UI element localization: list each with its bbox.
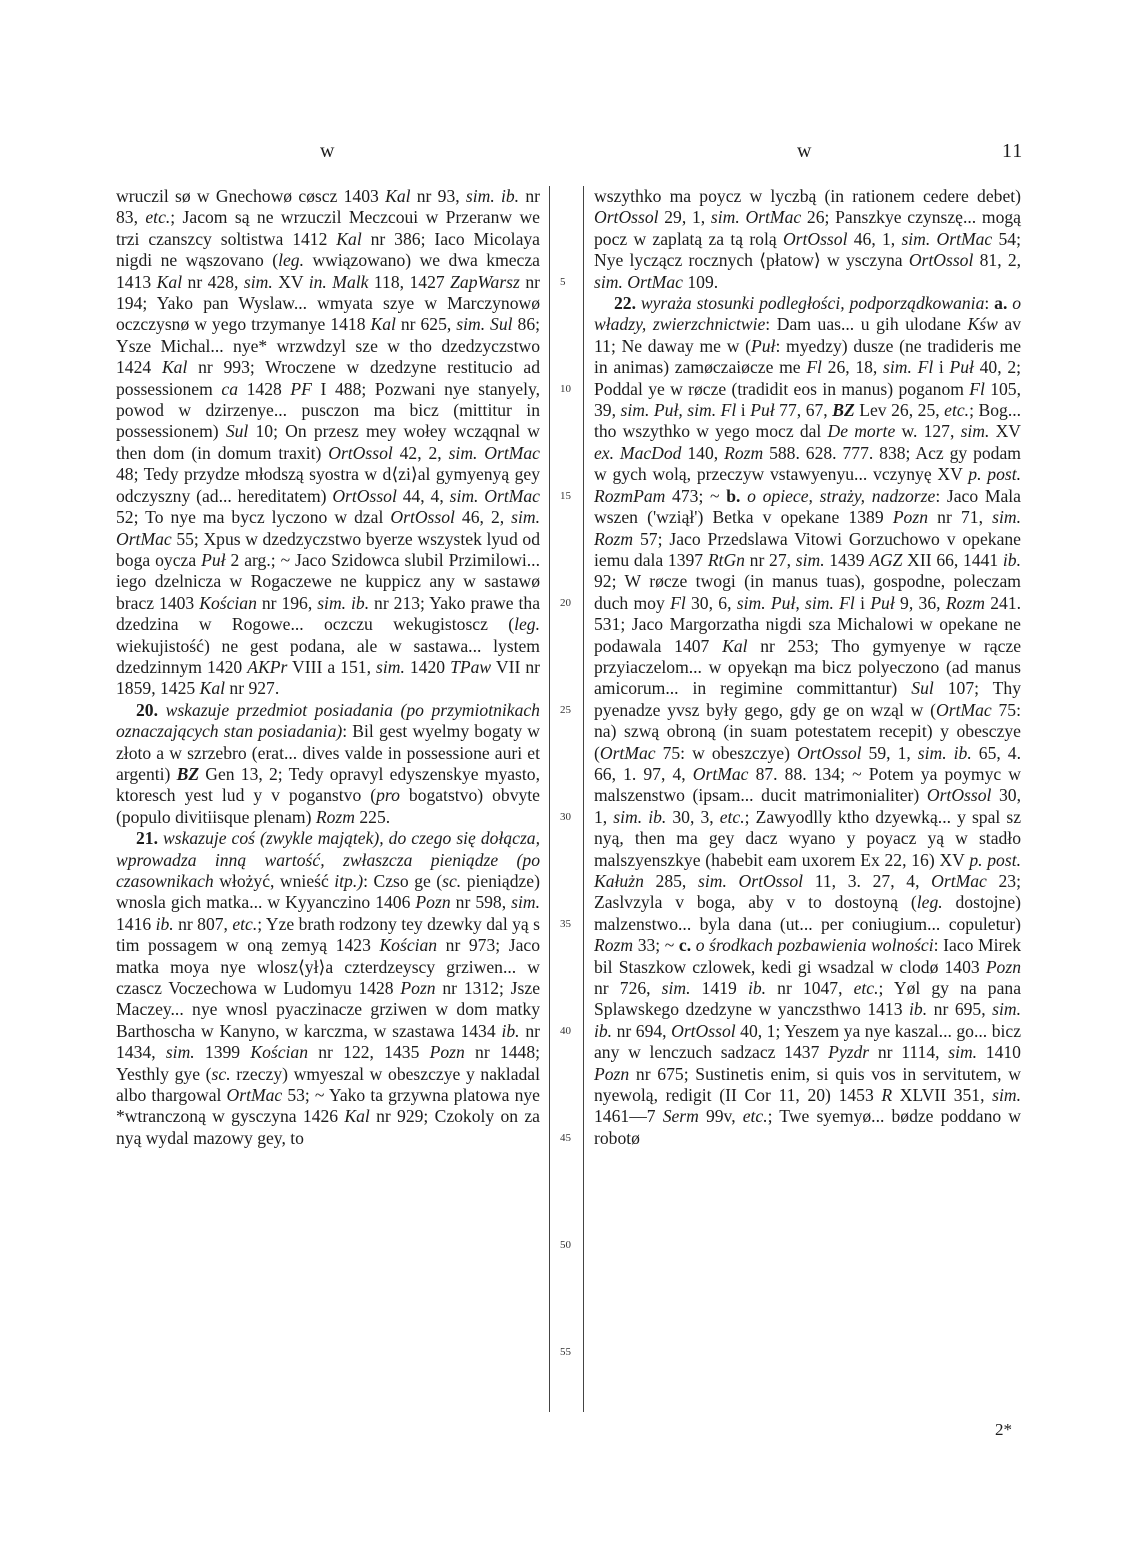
text-run: ib. <box>1002 549 1022 570</box>
text-run: 21. <box>136 828 158 849</box>
text-run: wskazuje przedmiot posiadania (po przymiotnikach oznaczających stan posiadania) <box>116 699 540 742</box>
text-run: sim. OrtMac <box>116 507 540 549</box>
text-run: 22. <box>614 293 636 314</box>
text-run: leg. <box>278 250 305 271</box>
text-run: OrtMac <box>692 763 749 784</box>
text-run: b. <box>726 485 741 506</box>
line-number: 40 <box>560 1024 571 1037</box>
text-run: ca <box>221 378 238 399</box>
text-run: ib. <box>909 999 928 1020</box>
text-run: itp.) <box>334 871 364 891</box>
text-run: sim. ib. <box>917 742 972 763</box>
text-run: OrtMac <box>599 742 656 763</box>
text-run: Pozn <box>400 978 436 999</box>
text-run: ib. <box>155 913 174 934</box>
column-rule <box>549 186 550 1412</box>
text-run: Kal <box>161 357 188 378</box>
text-run: Sul <box>911 678 934 699</box>
text-run: sim. ib. <box>465 186 520 206</box>
text-run: OrtMac <box>226 1085 283 1106</box>
text-run: Puł <box>201 549 226 570</box>
text-run: sc. <box>211 1063 231 1084</box>
text-run: sim. ib. <box>594 999 1021 1041</box>
line-number: 45 <box>560 1131 571 1144</box>
text-run: etc. <box>944 400 970 421</box>
text-run: De morte <box>827 421 896 442</box>
text-run: 20. <box>136 699 158 720</box>
signature-mark: 2* <box>995 1420 1012 1439</box>
text-run: ex. MacDod <box>594 442 682 463</box>
text-run: Kościan <box>250 1042 309 1063</box>
text-run: Pozn <box>594 1063 630 1084</box>
running-head-left: w <box>320 140 336 162</box>
text-run: BZ <box>176 763 200 784</box>
text-run: Pozn <box>415 892 451 913</box>
text-run: sim. OrtMac <box>448 442 540 463</box>
text-run: etc. <box>719 806 745 827</box>
text-run: sim. <box>243 271 273 292</box>
text-run: OrtMac <box>936 699 992 720</box>
line-number: 55 <box>560 1345 571 1358</box>
text-run: Puł <box>870 592 895 613</box>
line-number: 50 <box>560 1238 571 1251</box>
text-run: Rozm <box>594 935 634 956</box>
entry-paragraph-20: 20. wskazuje przedmiot posiadania (po przymiotnikach oznaczających stan posiadania): Bil gest wyelmy bogaty w złoto a w szrzebro (erat... dives valde in possessione auri et argenti) BZ Gen 13, 2; Tedy opravyl edyszenskye myasto, ktoresch yest lud y v poganstvo (pro bogatstvo) obvyte (populo divitiisque plenam) Rozm 225. <box>116 699 540 827</box>
text-run: in. Malk <box>308 271 369 292</box>
left-column <box>116 186 540 1149</box>
text-run: RtGn <box>707 549 745 570</box>
text-run: Kal <box>370 314 396 335</box>
text-run: R <box>881 1085 893 1106</box>
text-run: sim. <box>511 892 540 913</box>
text-run: sim. Puł, sim. Fl <box>620 400 737 421</box>
text-run: wyraża stosunki podległości, podporządkowania <box>640 293 985 314</box>
text-run: sim. OrtMac <box>901 228 993 249</box>
text-run: sim. <box>661 978 691 999</box>
text-run: TPaw <box>450 656 492 677</box>
text-run: leg. <box>514 614 540 635</box>
text-run: Rozm <box>945 592 985 613</box>
line-number: 35 <box>560 917 571 930</box>
text-run: etc. <box>853 978 879 999</box>
text-run: PF <box>290 378 312 399</box>
text-run: sim. OrtOssol <box>698 871 804 891</box>
text-run: OrtOssol <box>328 442 393 463</box>
text-run: Pozn <box>985 956 1021 977</box>
text-run: a. <box>994 293 1008 314</box>
text-run: o władzy, zwierzchnictwie <box>594 293 1022 335</box>
text-run: sim. <box>948 1042 978 1063</box>
text-run: OrtMac <box>931 871 987 891</box>
text-run: Kal <box>336 228 362 249</box>
text-run: Puł <box>949 357 974 378</box>
entry-paragraph: wruczil sø w Gnechowø cøscz 1403 Kal nr 93, sim. ib. nr 83, etc.; Jacom są ne wrzuczil Meczcoui w Przeranw we trzi czanszcy soltistwa 1412 Kal nr 386; Iaco Micolaya nigdi ne wąszovano (leg. wwiązowano) we dwa kmecza 1413 Kal nr 428, sim. XV in. Malk 118, 1427 ZapWarsz nr 194; Yako pan Wyslaw... wmyata szye w Marczynowø oczczysnø w yego trzymanye 1418 Kal nr 625, sim. Sul 86; Ysze Michal... nye* wrzwdzyl sze w tho dzedzyczstwo 1424 Kal nr 993; Wroczene w dzedzyne restitucio ad possessionem ca 1428 PF I 488; Pozwani nye stanyely, powod w dzirzenye... pusczon ma bicz (mittitur in possessionem) Sul 10; On przesz mey wołey wcząqnal w then dom (in domum traxit) OrtOssol 42, 2, sim. OrtMac 48; Tedy przydze młodszą syostra w d⟨zi⟩al gymyenyą gey odczyszny (ad... hereditatem) OrtOssol 44, 4, sim. OrtMac 52; To nye ma bycz lyczono w dzal OrtOssol 46, 2, sim. OrtMac 55; Xpus w dzedzyczstwo byerze wszystek lyud od boga oycza Puł 2 arg.; ~ Jaco Szidowca slubil Przimilowi... iego dzelnicza w Rogaczewe ne kuppicz any w sastawø bracz 1403 Kościan nr 196, sim. ib. nr 213; Yako prawe tha dzedzina w Rogowe... oczczu wekugistoscz (leg. wiekujistość) ne gest podana, ale w sastawa... lystem dzedzinnym 1420 AKPr VIII a 151, sim. 1420 TPaw VII nr 1859, 1425 Kal nr 927. <box>116 186 541 699</box>
text-run: OrtOssol <box>332 485 397 506</box>
text-run: leg. <box>916 892 943 913</box>
page-number: 11 <box>1002 140 1024 162</box>
line-number: 15 <box>560 489 571 502</box>
text-run: p. post. RozmPam <box>594 464 1021 506</box>
text-run: OrtOssol <box>594 207 659 228</box>
text-run: Fl <box>969 378 985 399</box>
text-run: OrtOssol <box>908 250 974 271</box>
text-run: sim. <box>376 656 405 677</box>
line-number: 20 <box>560 596 571 609</box>
text-run: sim. Rozm <box>594 507 1022 549</box>
text-run: ib. <box>501 1020 520 1041</box>
text-run: sim. ib. <box>317 592 370 613</box>
text-run: AKPr <box>247 656 288 677</box>
text-run: ZapWarsz <box>450 271 520 292</box>
column-rule <box>583 186 584 1412</box>
text-run: Sul <box>225 421 249 442</box>
line-number: 5 <box>560 275 566 288</box>
text-run: sc. <box>442 871 462 891</box>
text-run: Rozm <box>315 806 355 827</box>
text-run: Kal <box>156 271 183 292</box>
text-run: sim. <box>165 1042 195 1063</box>
text-run: Kśw <box>967 314 998 335</box>
text-run: BZ <box>832 400 855 421</box>
entry-paragraph: wszythko ma poycz w lyczbą (in rationem cedere debet) OrtOssol 29, 1, sim. OrtMac 26; Panszkye czynszę... mogą pocz w zaplatą za tą rolą OrtOssol 46, 1, sim. OrtMac 54; Nye lyczącz rocznych ⟨płatow⟩ w ysczyna OrtOssol 81, 2, sim. OrtMac 109. <box>594 186 1022 292</box>
text-run: sim. OrtMac <box>594 271 683 292</box>
text-run: OrtOssol <box>797 742 862 763</box>
text-run: OrtOssol <box>671 1020 736 1041</box>
right-column <box>594 186 1021 1149</box>
text-run: sim. <box>960 421 990 442</box>
text-run: sim. <box>795 549 825 570</box>
text-run: o środkach pozbawienia wolności <box>695 935 934 956</box>
text-run: etc. <box>232 913 258 934</box>
text-run: Rozm <box>724 442 764 463</box>
line-number: 30 <box>560 810 571 823</box>
text-run: sim. Fl <box>883 357 934 378</box>
text-run: Kal <box>199 678 225 699</box>
text-run: OrtOssol <box>782 228 848 249</box>
text-run: Puł <box>751 335 776 356</box>
line-number: 10 <box>560 382 571 395</box>
text-run: Kościan <box>379 935 438 956</box>
text-run: Pyzdr <box>828 1042 870 1063</box>
text-run: wskazuje coś (zwykle majątek), do czego się dołącza, wprowadza inną wartość, zwłaszcza pieniądze (po czasownikach <box>116 828 540 891</box>
text-run: sim. OrtMac <box>449 485 540 506</box>
text-run: Serm <box>662 1106 699 1127</box>
entry-paragraph-22: 22. wyraża stosunki podległości, podporządkowania: a. o władzy, zwierzchnictwie: Dam uas... u gih ulodane Kśw av 11; Ne daway me w (Puł: myedzy) dusze (ne tradideris me in animas) zamøczaiøcze me Fl 26, 18, sim. Fl i Puł 40, 2; Poddal ye w røcze (tradidit eos in manus) poganom Fl 105, 39, sim. Puł, sim. Fl i Puł 77, 67, BZ Lev 26, 25, etc.; Bog... tho wszythko w yego mocz dal De morte w. 127, sim. XV ex. MacDod 140, Rozm 588. 628. 777. 838; Acz gy podam w gych wolą, przeczyw vstawyenyu... vczynyę XV p. post. RozmPam 473; ~ b. o opiece, straży, nadzorze: Jaco Mala wszen ('wziął') Betka v opekane 1389 Pozn nr 71, sim. Rozm 57; Jaco Przedslawa Vitowi Gorzuchowo v opekane iemu dala 1397 RtGn nr 27, sim. 1439 AGZ XII 66, 1441 ib. 92; W røcze twogi (in manus tuas), gospodne, poleczam duch moy Fl 30, 6, sim. Puł, sim. Fl i Puł 9, 36, Rozm 241. 531; Jaco Margorzatha nigdi sza Michalowi w opekane ne podawala 1407 Kal nr 253; Tho gymyenye w rącze przyiaczelom... w opyekąn ma bicz polyeczono (ad manus amicorum... in regimine committantur) Sul 107; Thy pyenadze yvsz były gego, gdy ge on wząl w (OrtMac 75: na) szwą obroną (in suam potestatem recepit) y obesczye (OrtMac 75: w obeszczye) OrtOssol 59, 1, sim. ib. 65, 4. 66, 1. 97, 4, OrtMac 87. 88. 134; ~ Potem ya poymyc w malszenstwo (ipsam... ducit matrimonialiter) OrtOssol 30, 1, sim. ib. 30, 3, etc.; Zawyodlly ktho dzyewką... y spal sz nyą, then ma gey dacz wyano y poyacz yą w stadło malszyenszkye (habebit eam uxorem Ex 22, 16) XV p. post. Kałużn 285, sim. OrtOssol 11, 3. 27, 4, OrtMac 23; Zaslvzyla v boga, aby v to dostoyną (leg. dostojne) malzenstwo... byla dana (ut... per coniugium... copuletur) Rozm 33; ~ c. o środkach pozbawienia wolności: Iaco Mirek bil Staszkow czlowek, kedi gi wsadzal w clodø 1403 Pozn nr 726, sim. 1419 ib. nr 1047, etc.; Yøl gy na pana Splawskego dzedzyne w yanczsthwo 1413 ib. nr 695, sim. ib. nr 694, OrtOssol 40, 1; Yeszem ya nye kaszal... go... bicz any w lenczuch sadzacz 1437 Pyzdr nr 1114, sim. 1410 Pozn nr 675; Sustinetis enim, si quis vos in servitutem, w nyewolą, redigit (II Cor 11, 20) 1453 R XLVII 351, sim. 1461—7 Serm 99v, etc.; Twe syemyø... bødze poddano w robotø <box>594 293 1022 1148</box>
text-run: Pozn <box>429 1042 465 1063</box>
text-run: sim. OrtMac <box>710 207 802 228</box>
text-run: ib. <box>747 978 767 999</box>
text-run: etc. <box>742 1106 768 1127</box>
text-run: c. <box>678 935 692 956</box>
text-run: sim. ib. <box>613 806 667 827</box>
text-run: Puł <box>750 400 775 421</box>
text-run: Kościan <box>199 592 257 613</box>
text-run: Fl <box>670 592 686 613</box>
text-run: sim. Sul <box>456 314 513 335</box>
text-run: Pozn <box>892 507 928 528</box>
text-run: Kal <box>722 635 748 656</box>
running-head-center: w <box>797 140 813 162</box>
text-run: AGZ <box>869 549 903 570</box>
entry-paragraph-21: 21. wskazuje coś (zwykle majątek), do czego się dołącza, wprowadza inną wartość, zwłaszcza pieniądze (po czasownikach włożyć, wnieść itp.): Czso ge (sc. pieniądze) wnosla gich matka... w Kyyanczino 1406 Pozn nr 598, sim. 1416 ib. nr 807, etc.; Yze brath rodzony tey dzewky dal yą s tim possagem w oną zemyą 1423 Kościan nr 973; Jaco matka moya nye wlosz⟨ył⟩a czterdzeyscy grziwen... w czascz Voczechowa w Ludomyu 1428 Pozn nr 1312; Jsze Maczey... nye wnosl pyaczinacze grziwen w dom matky Barthoscha w Kanyno, w karczma, w szastawa 1434 ib. nr 1434, sim. 1399 Kościan nr 122, 1435 Pozn nr 1448; Yesthly gye (sc. rzeczy) wmyeszal w obeszczye y nakladal albo thargowal OrtMac 53; ~ Yako ta grzywna platowa nye *wtranczoną w gysczyna 1426 Kal nr 929; Czokoly on za nyą wydal mazowy gey, to <box>116 828 541 1148</box>
text-run: OrtOssol <box>926 785 992 806</box>
text-run: Kal <box>344 1106 370 1127</box>
text-run: o opiece, straży, nadzorze <box>747 485 936 506</box>
text-run: pro <box>376 785 400 806</box>
text-run: Fl <box>806 357 822 378</box>
text-run: Kal <box>385 186 411 206</box>
line-number: 25 <box>560 703 571 716</box>
text-run: sim. Puł, sim. Fl <box>736 592 855 613</box>
text-run: etc. <box>145 207 171 228</box>
text-run: sim. <box>992 1085 1021 1106</box>
text-run: OrtOssol <box>390 507 455 528</box>
text-run: p. post. Kałużn <box>594 849 1021 891</box>
